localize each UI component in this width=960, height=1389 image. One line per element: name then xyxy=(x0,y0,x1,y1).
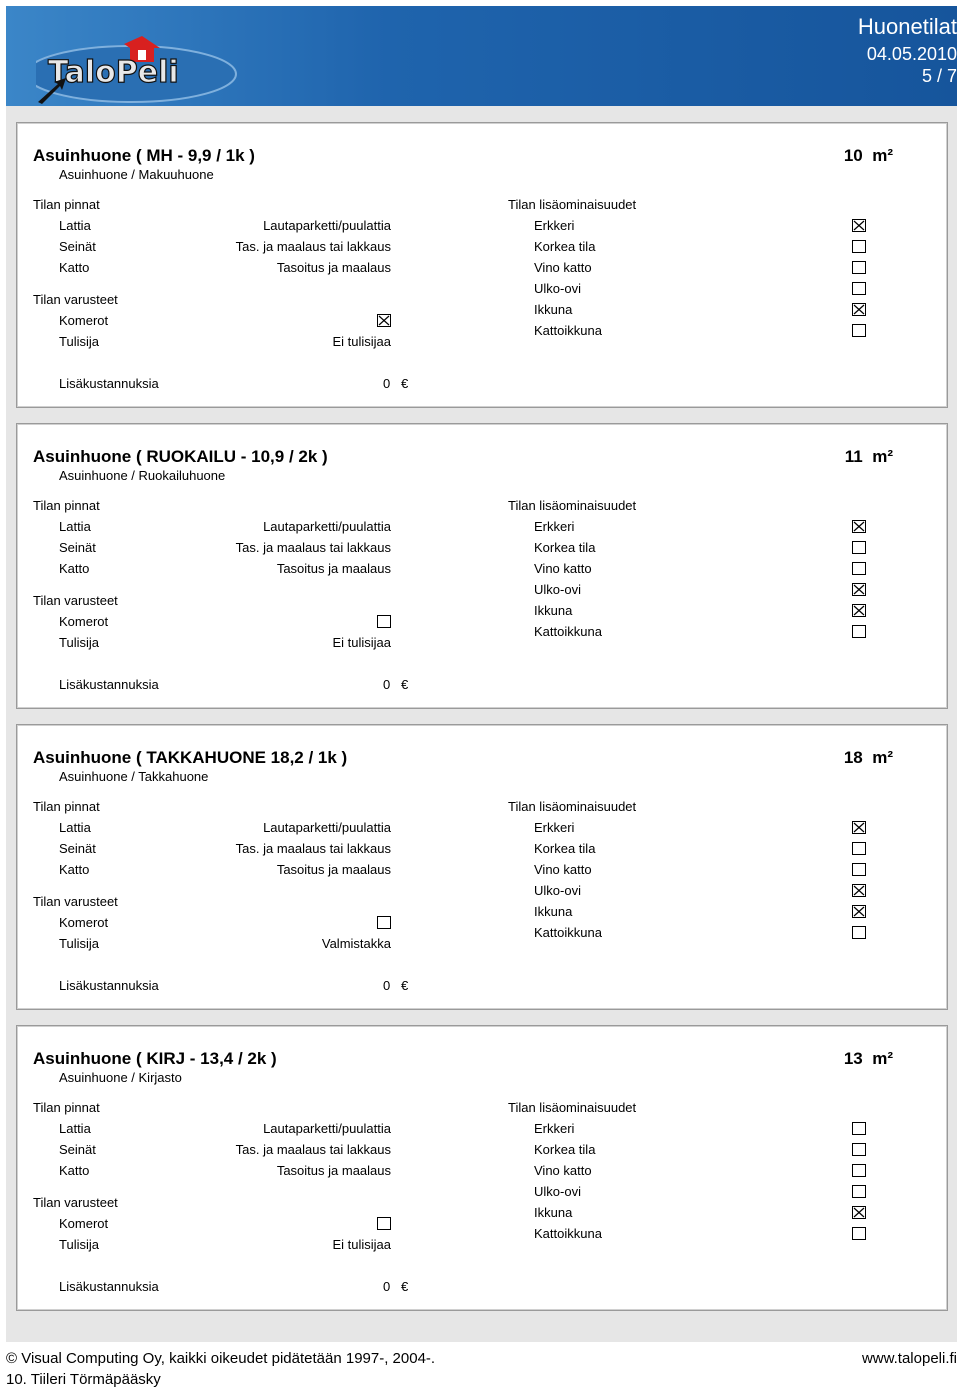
features-heading: Tilan lisäominaisuudet xyxy=(508,498,637,513)
slanted-roof-option-checkbox xyxy=(852,261,866,274)
room-title: Asuinhuone ( TAKKAHUONE 18,2 / 1k ) xyxy=(33,748,348,767)
ceiling-label: Katto xyxy=(59,561,90,576)
project-name: 10. Tiileri Törmäpääsky xyxy=(6,1371,161,1388)
window-option-label: Ikkuna xyxy=(534,302,573,317)
area-value: 10 xyxy=(843,146,863,165)
room-subtitle: Asuinhuone / Takkahuone xyxy=(59,769,209,784)
extra-costs-label: Lisäkustannuksia xyxy=(59,978,159,993)
closet-checkbox xyxy=(377,314,391,327)
extra-costs-value: 0 xyxy=(383,677,391,692)
fireplace-label: Tulisija xyxy=(59,1237,99,1252)
equipment-heading: Tilan varusteet xyxy=(33,894,118,909)
slanted-roof-option-checkbox xyxy=(852,562,866,575)
window-option-label: Ikkuna xyxy=(534,904,573,919)
outer-door-option-label: Ulko-ovi xyxy=(534,281,581,296)
surfaces-heading: Tilan pinnat xyxy=(33,1100,100,1115)
slanted-roof-option-checkbox xyxy=(852,863,866,876)
bay-option-checkbox xyxy=(852,821,866,834)
skylight-option-checkbox xyxy=(852,1227,866,1240)
currency-symbol: € xyxy=(401,1279,409,1294)
high-space-option-label: Korkea tila xyxy=(534,239,596,254)
skylight-option-checkbox xyxy=(852,625,866,638)
floor-label: Lattia xyxy=(59,218,91,233)
copyright: © Visual Computing Oy, kaikki oikeudet pidätetään 1997-, 2004-. xyxy=(6,1350,436,1367)
room-title: Asuinhuone ( KIRJ - 13,4 / 2k ) xyxy=(33,1049,277,1068)
extra-costs-label: Lisäkustannuksia xyxy=(59,376,159,391)
floor-value: Lautaparketti/puulattia xyxy=(263,1121,391,1136)
footer-divider xyxy=(6,1342,957,1347)
slanted-roof-option-label: Vino katto xyxy=(534,1163,592,1178)
ceiling-label: Katto xyxy=(59,862,90,877)
outer-door-option-label: Ulko-ovi xyxy=(534,582,581,597)
walls-label: Seinät xyxy=(59,540,96,555)
slanted-roof-option-label: Vino katto xyxy=(534,561,592,576)
extra-costs-value: 0 xyxy=(383,978,391,993)
area-value: 11 xyxy=(844,447,863,466)
room-area xyxy=(844,148,893,163)
high-space-option-checkbox xyxy=(852,240,866,253)
skylight-option-label: Kattoikkuna xyxy=(534,323,602,338)
bay-option-label: Erkkeri xyxy=(534,820,575,835)
outer-door-option-label: Ulko-ovi xyxy=(534,883,581,898)
room-card xyxy=(16,724,948,1010)
outer-door-option-label: Ulko-ovi xyxy=(534,1184,581,1199)
currency-symbol: € xyxy=(401,677,409,692)
area-unit: m² xyxy=(872,447,893,466)
closet-checkbox xyxy=(377,615,391,628)
document-title: Huonetilat xyxy=(857,14,957,39)
extra-costs-value: 0 xyxy=(383,376,391,391)
ceiling-value: Tasoitus ja maalaus xyxy=(276,1163,391,1178)
ceiling-label: Katto xyxy=(59,260,90,275)
floor-label: Lattia xyxy=(59,1121,91,1136)
document-date: 04.05.2010 xyxy=(866,44,957,64)
equipment-heading: Tilan varusteet xyxy=(33,292,118,307)
area-value: 13 xyxy=(843,1049,863,1068)
fireplace-label: Tulisija xyxy=(59,936,99,951)
floor-label: Lattia xyxy=(59,519,91,534)
high-space-option-checkbox xyxy=(852,1143,866,1156)
room-title: Asuinhuone ( MH - 9,9 / 1k ) xyxy=(33,146,255,165)
currency-symbol: € xyxy=(401,376,409,391)
room-subtitle: Asuinhuone / Ruokailuhuone xyxy=(59,468,226,483)
floor-label: Lattia xyxy=(59,820,91,835)
fireplace-label: Tulisija xyxy=(59,635,99,650)
features-heading: Tilan lisäominaisuudet xyxy=(508,1100,637,1115)
window-option-checkbox xyxy=(852,604,866,617)
bay-option-label: Erkkeri xyxy=(534,519,575,534)
walls-label: Seinät xyxy=(59,841,96,856)
high-space-option-checkbox xyxy=(852,541,866,554)
high-space-option-label: Korkea tila xyxy=(534,841,596,856)
equipment-heading: Tilan varusteet xyxy=(33,1195,118,1210)
extra-costs-label: Lisäkustannuksia xyxy=(59,1279,159,1294)
window-option-checkbox xyxy=(852,905,866,918)
equipment-heading: Tilan varusteet xyxy=(33,593,118,608)
surfaces-heading: Tilan pinnat xyxy=(33,197,100,212)
walls-value: Tas. ja maalaus tai lakkaus xyxy=(235,540,391,555)
window-option-label: Ikkuna xyxy=(534,603,573,618)
outer-door-option-checkbox xyxy=(852,282,866,295)
fireplace-label: Tulisija xyxy=(59,334,99,349)
features-heading: Tilan lisäominaisuudet xyxy=(508,799,637,814)
walls-label: Seinät xyxy=(59,239,96,254)
room-subtitle: Asuinhuone / Kirjasto xyxy=(59,1070,182,1085)
room-area xyxy=(844,1051,893,1066)
closet-checkbox xyxy=(377,1217,391,1230)
bay-option-checkbox xyxy=(852,1122,866,1135)
high-space-option-checkbox xyxy=(852,842,866,855)
ceiling-value: Tasoitus ja maalaus xyxy=(276,561,391,576)
area-unit: m² xyxy=(872,748,893,767)
ceiling-value: Tasoitus ja maalaus xyxy=(276,260,391,275)
page-header xyxy=(6,6,957,106)
room-card xyxy=(16,423,948,709)
ceiling-value: Tasoitus ja maalaus xyxy=(276,862,391,877)
bay-option-label: Erkkeri xyxy=(534,1121,575,1136)
room-card xyxy=(16,122,948,408)
floor-value: Lautaparketti/puulattia xyxy=(263,218,391,233)
skylight-option-checkbox xyxy=(852,926,866,939)
area-unit: m² xyxy=(872,146,893,165)
high-space-option-label: Korkea tila xyxy=(534,540,596,555)
skylight-option-label: Kattoikkuna xyxy=(534,1226,602,1241)
room-title: Asuinhuone ( RUOKAILU - 10,9 / 2k ) xyxy=(33,447,328,466)
outer-door-option-checkbox xyxy=(852,583,866,596)
talopeli-logo xyxy=(36,36,251,106)
walls-label: Seinät xyxy=(59,1142,96,1157)
page-number: 5 / 7 xyxy=(921,66,957,86)
fireplace-value: Ei tulisijaa xyxy=(332,635,391,650)
room-area xyxy=(844,750,893,765)
closet-checkbox xyxy=(377,916,391,929)
website-link[interactable]: www.talopeli.fi xyxy=(861,1350,957,1367)
skylight-option-checkbox xyxy=(852,324,866,337)
closet-label: Komerot xyxy=(59,313,109,328)
walls-value: Tas. ja maalaus tai lakkaus xyxy=(235,841,391,856)
high-space-option-label: Korkea tila xyxy=(534,1142,596,1157)
area-value: 18 xyxy=(843,748,863,767)
window-option-checkbox xyxy=(852,1206,866,1219)
floor-value: Lautaparketti/puulattia xyxy=(263,820,391,835)
room-subtitle: Asuinhuone / Makuuhuone xyxy=(59,167,214,182)
area-unit: m² xyxy=(872,1049,893,1068)
fireplace-value: Ei tulisijaa xyxy=(332,334,391,349)
surfaces-heading: Tilan pinnat xyxy=(33,498,100,513)
currency-symbol: € xyxy=(401,978,409,993)
features-heading: Tilan lisäominaisuudet xyxy=(508,197,637,212)
fireplace-value: Valmistakka xyxy=(321,936,391,951)
walls-value: Tas. ja maalaus tai lakkaus xyxy=(235,239,391,254)
svg-text:TaloPeli: TaloPeli xyxy=(48,55,179,90)
floor-value: Lautaparketti/puulattia xyxy=(263,519,391,534)
closet-label: Komerot xyxy=(59,614,109,629)
slanted-roof-option-label: Vino katto xyxy=(534,260,592,275)
room-card xyxy=(16,1025,948,1311)
surfaces-heading: Tilan pinnat xyxy=(33,799,100,814)
slanted-roof-option-label: Vino katto xyxy=(534,862,592,877)
closet-label: Komerot xyxy=(59,1216,109,1231)
closet-label: Komerot xyxy=(59,915,109,930)
outer-door-option-checkbox xyxy=(852,1185,866,1198)
room-area xyxy=(845,449,893,464)
ceiling-label: Katto xyxy=(59,1163,90,1178)
outer-door-option-checkbox xyxy=(852,884,866,897)
window-option-checkbox xyxy=(852,303,866,316)
skylight-option-label: Kattoikkuna xyxy=(534,925,602,940)
bay-option-checkbox xyxy=(852,219,866,232)
extra-costs-label: Lisäkustannuksia xyxy=(59,677,159,692)
walls-value: Tas. ja maalaus tai lakkaus xyxy=(235,1142,391,1157)
fireplace-value: Ei tulisijaa xyxy=(332,1237,391,1252)
slanted-roof-option-checkbox xyxy=(852,1164,866,1177)
bay-option-checkbox xyxy=(852,520,866,533)
skylight-option-label: Kattoikkuna xyxy=(534,624,602,639)
bay-option-label: Erkkeri xyxy=(534,218,575,233)
extra-costs-value: 0 xyxy=(383,1279,391,1294)
window-option-label: Ikkuna xyxy=(534,1205,573,1220)
